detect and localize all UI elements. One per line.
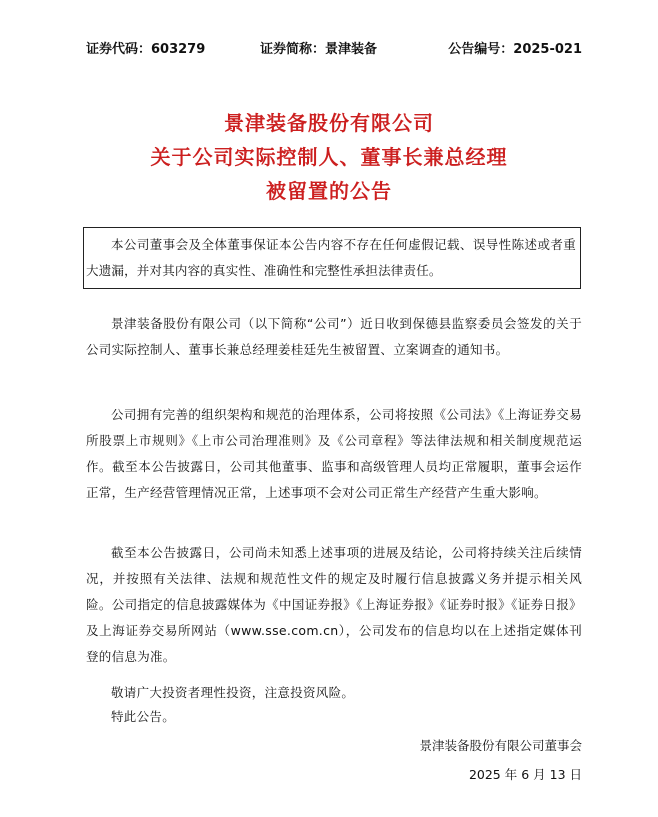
stock-abbreviation: 证券简称：景津装备 xyxy=(260,42,378,57)
paragraph-notification: 景津装备股份有限公司（以下简称“公司”）近日收到保德县监察委员会签发的关于公司实际控制人、董事长兼总经理姜桂廷先生被留置、立案调查的通知书。 xyxy=(86,316,582,357)
title-company: 景津装备股份有限公司 xyxy=(224,111,434,135)
signature-date: 2025 年 6 月 13 日 xyxy=(468,767,582,782)
announcement-number: 公告编号：2025-021 xyxy=(448,42,582,57)
document-header xyxy=(86,40,582,60)
board-guarantee-box xyxy=(83,227,581,289)
stock-code: 证券代码：603279 xyxy=(86,42,206,57)
board-guarantee-text: 本公司董事会及全体董事保证本公告内容不存在任何虚假记载、误导性陈述或者重大遗漏，并对其内容的真实性、准确性和完整性承担法律责任。 xyxy=(86,237,576,278)
paragraph-governance: 公司拥有完善的组织架构和规范的治理体系，公司将按照《公司法》《上海证券交易所股票上市规则》《上市公司治理准则》及《公司章程》等法律法规和相关制度规范运作。截至本公告披露日，公司其他董事、监事和高级管理人员均正常履职，董事会运作正常，生产经营管理情况正常，上述事项不会对公司正常生产经营产生重大影响。 xyxy=(86,407,582,500)
paragraph-closing: 特此公告。 xyxy=(111,709,176,724)
title-subject: 关于公司实际控制人、董事长兼总经理 xyxy=(150,145,508,169)
paragraph-disclosure: 截至本公告披露日，公司尚未知悉上述事项的进展及结论，公司将持续关注后续情况，并按照有关法律、法规和规范性文件的规定及时履行信息披露义务并提示相关风险。公司指定的信息披露媒体为《中国证券报》《上海证券报》《证券时报》《证券日报》及上海证券交易所网站（www.sse.com.cn），公司发布的信息均以在上述指定媒体刊登的信息为准。 xyxy=(86,545,582,664)
signature-organization: 景津装备股份有限公司董事会 xyxy=(419,738,582,753)
title-suffix: 被留置的公告 xyxy=(266,179,392,203)
paragraph-risk-warning: 敬请广大投资者理性投资，注意投资风险。 xyxy=(111,685,355,700)
